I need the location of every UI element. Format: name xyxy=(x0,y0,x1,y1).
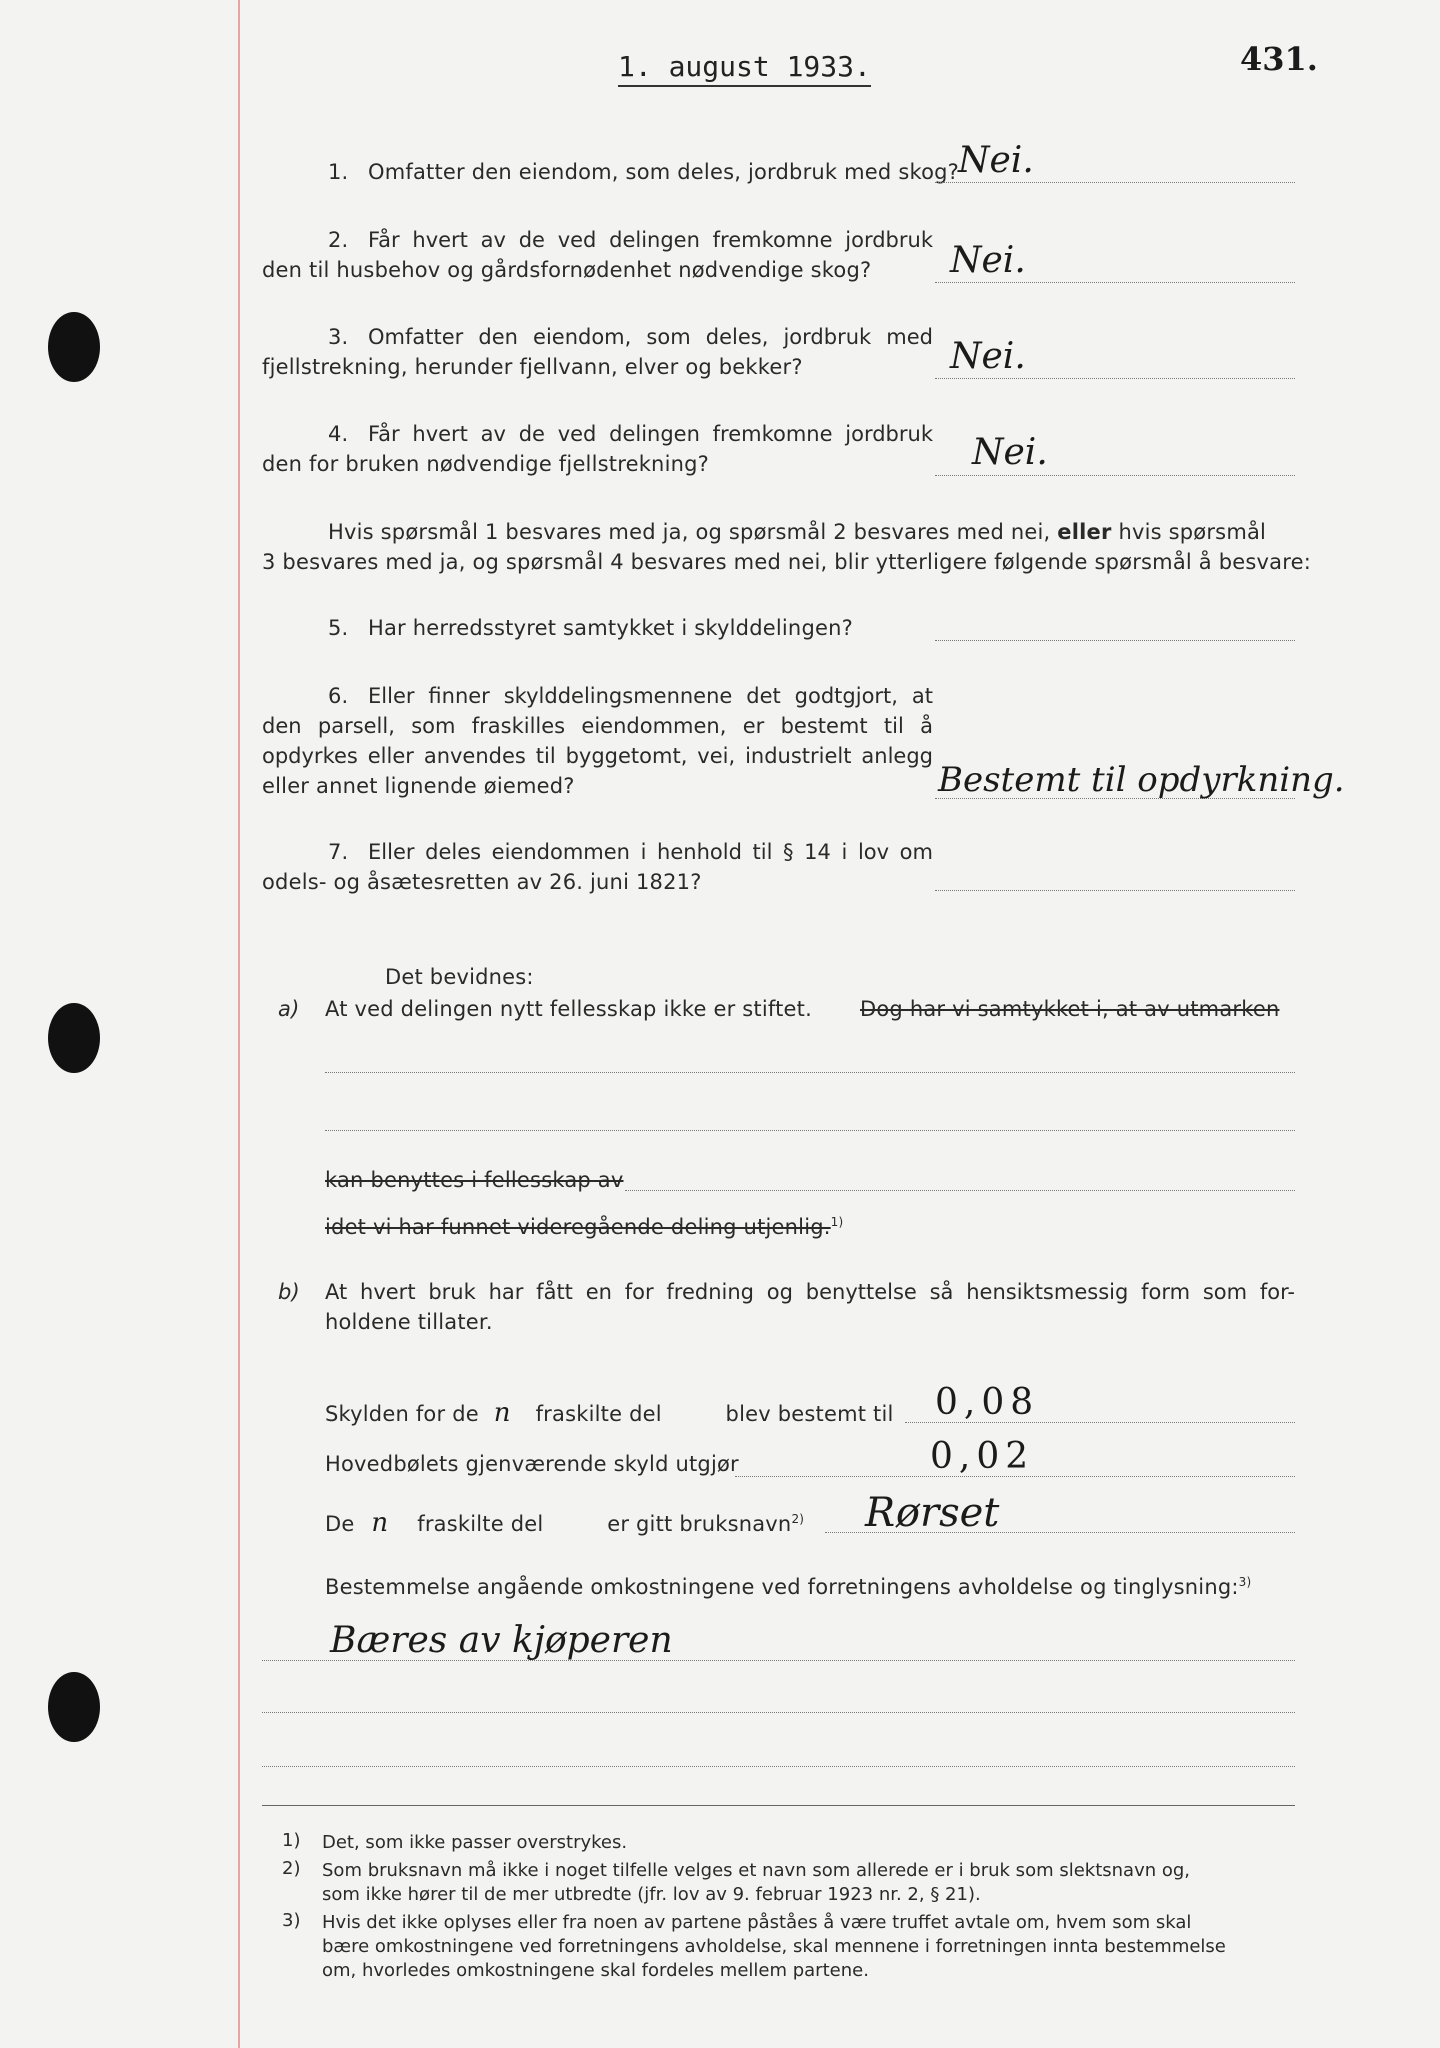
blank-line xyxy=(325,1072,1295,1073)
footnote-text: som ikke hører til de mer utbredte (jfr. lov av 9. februar 1923 nr. 2, § 21). xyxy=(322,1884,981,1905)
answer-line xyxy=(935,890,1295,891)
blank-line xyxy=(262,1660,1295,1661)
omkostninger-value: Bæres av kjøperen xyxy=(330,1620,673,1661)
skyld-line: De n fraskilte del er gitt bruksnavn$^{2)}$ xyxy=(325,1508,805,1538)
blank-line xyxy=(325,1130,1295,1131)
footnote-text: Det, som ikke passer overstrykes. xyxy=(322,1832,628,1853)
blank-line xyxy=(625,1190,1295,1191)
blank-line xyxy=(262,1766,1295,1767)
instruction-text: 3 besvares med ja, og spørsmål 4 besvares med nei, blir ytterligere følgende spørsmål å besvare: xyxy=(262,550,1312,574)
question-text: den til husbehov og gårdsfornødenhet nødvendige skog? xyxy=(262,258,872,282)
question-number: 2. xyxy=(328,228,349,252)
struck-text: Dog har vi samtykket i, at av utmarken xyxy=(860,997,1280,1021)
question-text: Får hvert av de ved delingen fremkomne jordbruk xyxy=(368,228,933,252)
statement-text: holdene tillater. xyxy=(325,1310,493,1334)
footnote-text: om, hvorledes omkostningene skal fordeles mellem partene. xyxy=(322,1960,869,1981)
handwritten-answer: Nei. xyxy=(950,336,1026,377)
item-label: b) xyxy=(278,1280,300,1304)
answer-line xyxy=(935,475,1295,476)
question-number: 4. xyxy=(328,422,349,446)
answer-line xyxy=(935,282,1295,283)
answer-line xyxy=(935,378,1295,379)
question-text: Eller deles eiendommen i henhold til § 14 i lov om xyxy=(368,840,933,864)
struck-text: idet vi har funnet videregående deling utjenlig.$^{1)}$ xyxy=(325,1215,844,1239)
question-text: Eller finner skylddelingsmennene det godtgjort, at xyxy=(368,684,933,708)
skyld-value: 0,02 xyxy=(930,1436,1035,1477)
page-number: 431. xyxy=(1240,40,1318,78)
question-number: 6. xyxy=(328,684,349,708)
footnote-mark: 3) xyxy=(282,1910,301,1931)
question-text: den for bruken nødvendige fjellstrekning? xyxy=(262,452,709,476)
question-text: Omfatter den eiendom, som deles, jordbruk med xyxy=(368,325,933,349)
punch-hole xyxy=(48,1003,100,1073)
punch-hole xyxy=(48,312,100,382)
skyld-line: Hovedbølets gjenværende skyld utgjør xyxy=(325,1452,739,1476)
punch-hole xyxy=(48,1672,100,1742)
instruction-text: Hvis spørsmål 1 besvares med ja, og spørsmål 2 besvares med nei, eller hvis spørsmål xyxy=(328,520,1267,544)
question-number: 3. xyxy=(328,325,349,349)
bruksnavn-value: Rørset xyxy=(865,1490,1000,1536)
skyld-line: Skylden for de n fraskilte del blev bestemt til xyxy=(325,1398,894,1428)
blank-line xyxy=(262,1712,1295,1713)
handwritten-answer: Nei. xyxy=(958,140,1034,181)
margin-rule xyxy=(238,0,240,2048)
struck-text: kan benyttes i fellesskap av xyxy=(325,1168,624,1192)
footnote-text: bære omkostningene ved forretningens avholdelse, skal mennene i forretningen innta bestemmelse xyxy=(322,1936,1226,1957)
skyld-line: Bestemmelse angående omkostningene ved forretningens avholdelse og tinglysning:$^{3)}$ xyxy=(325,1575,1252,1599)
question-text: Har herredsstyret samtykket i skylddelingen? xyxy=(368,616,853,640)
handwritten-answer: Nei. xyxy=(950,240,1026,281)
footnote-mark: 2) xyxy=(282,1858,301,1879)
question-number: 7. xyxy=(328,840,349,864)
question-text: odels- og åsætesretten av 26. juni 1821? xyxy=(262,870,702,894)
statement-text: At hvert bruk har fått en for fredning og benyttelse så hensiktsmessig form som for- xyxy=(325,1280,1295,1304)
question-text: eller annet lignende øiemed? xyxy=(262,774,575,798)
statement-text: At ved delingen nytt fellesskap ikke er stiftet. xyxy=(325,997,812,1021)
section-title: Det bevidnes: xyxy=(385,965,534,989)
handwritten-answer: Nei. xyxy=(972,432,1048,473)
question-text: Får hvert av de ved delingen fremkomne jordbruk xyxy=(368,422,933,446)
question-number: 5. xyxy=(328,616,349,640)
footnote-rule xyxy=(262,1805,1295,1806)
skyld-value: 0,08 xyxy=(935,1382,1040,1423)
question-text: Omfatter den eiendom, som deles, jordbruk med skog? xyxy=(368,160,960,184)
footnote-mark: 1) xyxy=(282,1830,301,1851)
footnote-text: Som bruksnavn må ikke i noget tilfelle velges et navn som allerede er i bruk som slektsnavn og, xyxy=(322,1860,1191,1881)
handwritten-answer: Bestemt til opdyrkning. xyxy=(938,760,1345,800)
page-date: 1. august 1933. xyxy=(618,50,871,87)
item-label: a) xyxy=(278,997,300,1021)
answer-line xyxy=(935,640,1295,641)
question-number: 1. xyxy=(328,160,349,184)
answer-line xyxy=(935,182,1295,183)
question-text: opdyrkes eller anvendes til byggetomt, vei, industrielt anlegg xyxy=(262,744,933,768)
question-text: fjellstrekning, herunder fjellvann, elver og bekker? xyxy=(262,355,803,379)
question-text: den parsell, som fraskilles eiendommen, er bestemt til å xyxy=(262,714,933,738)
footnote-text: Hvis det ikke oplyses eller fra noen av partene påståes å være truffet avtale om, hvem som skal xyxy=(322,1912,1192,1933)
